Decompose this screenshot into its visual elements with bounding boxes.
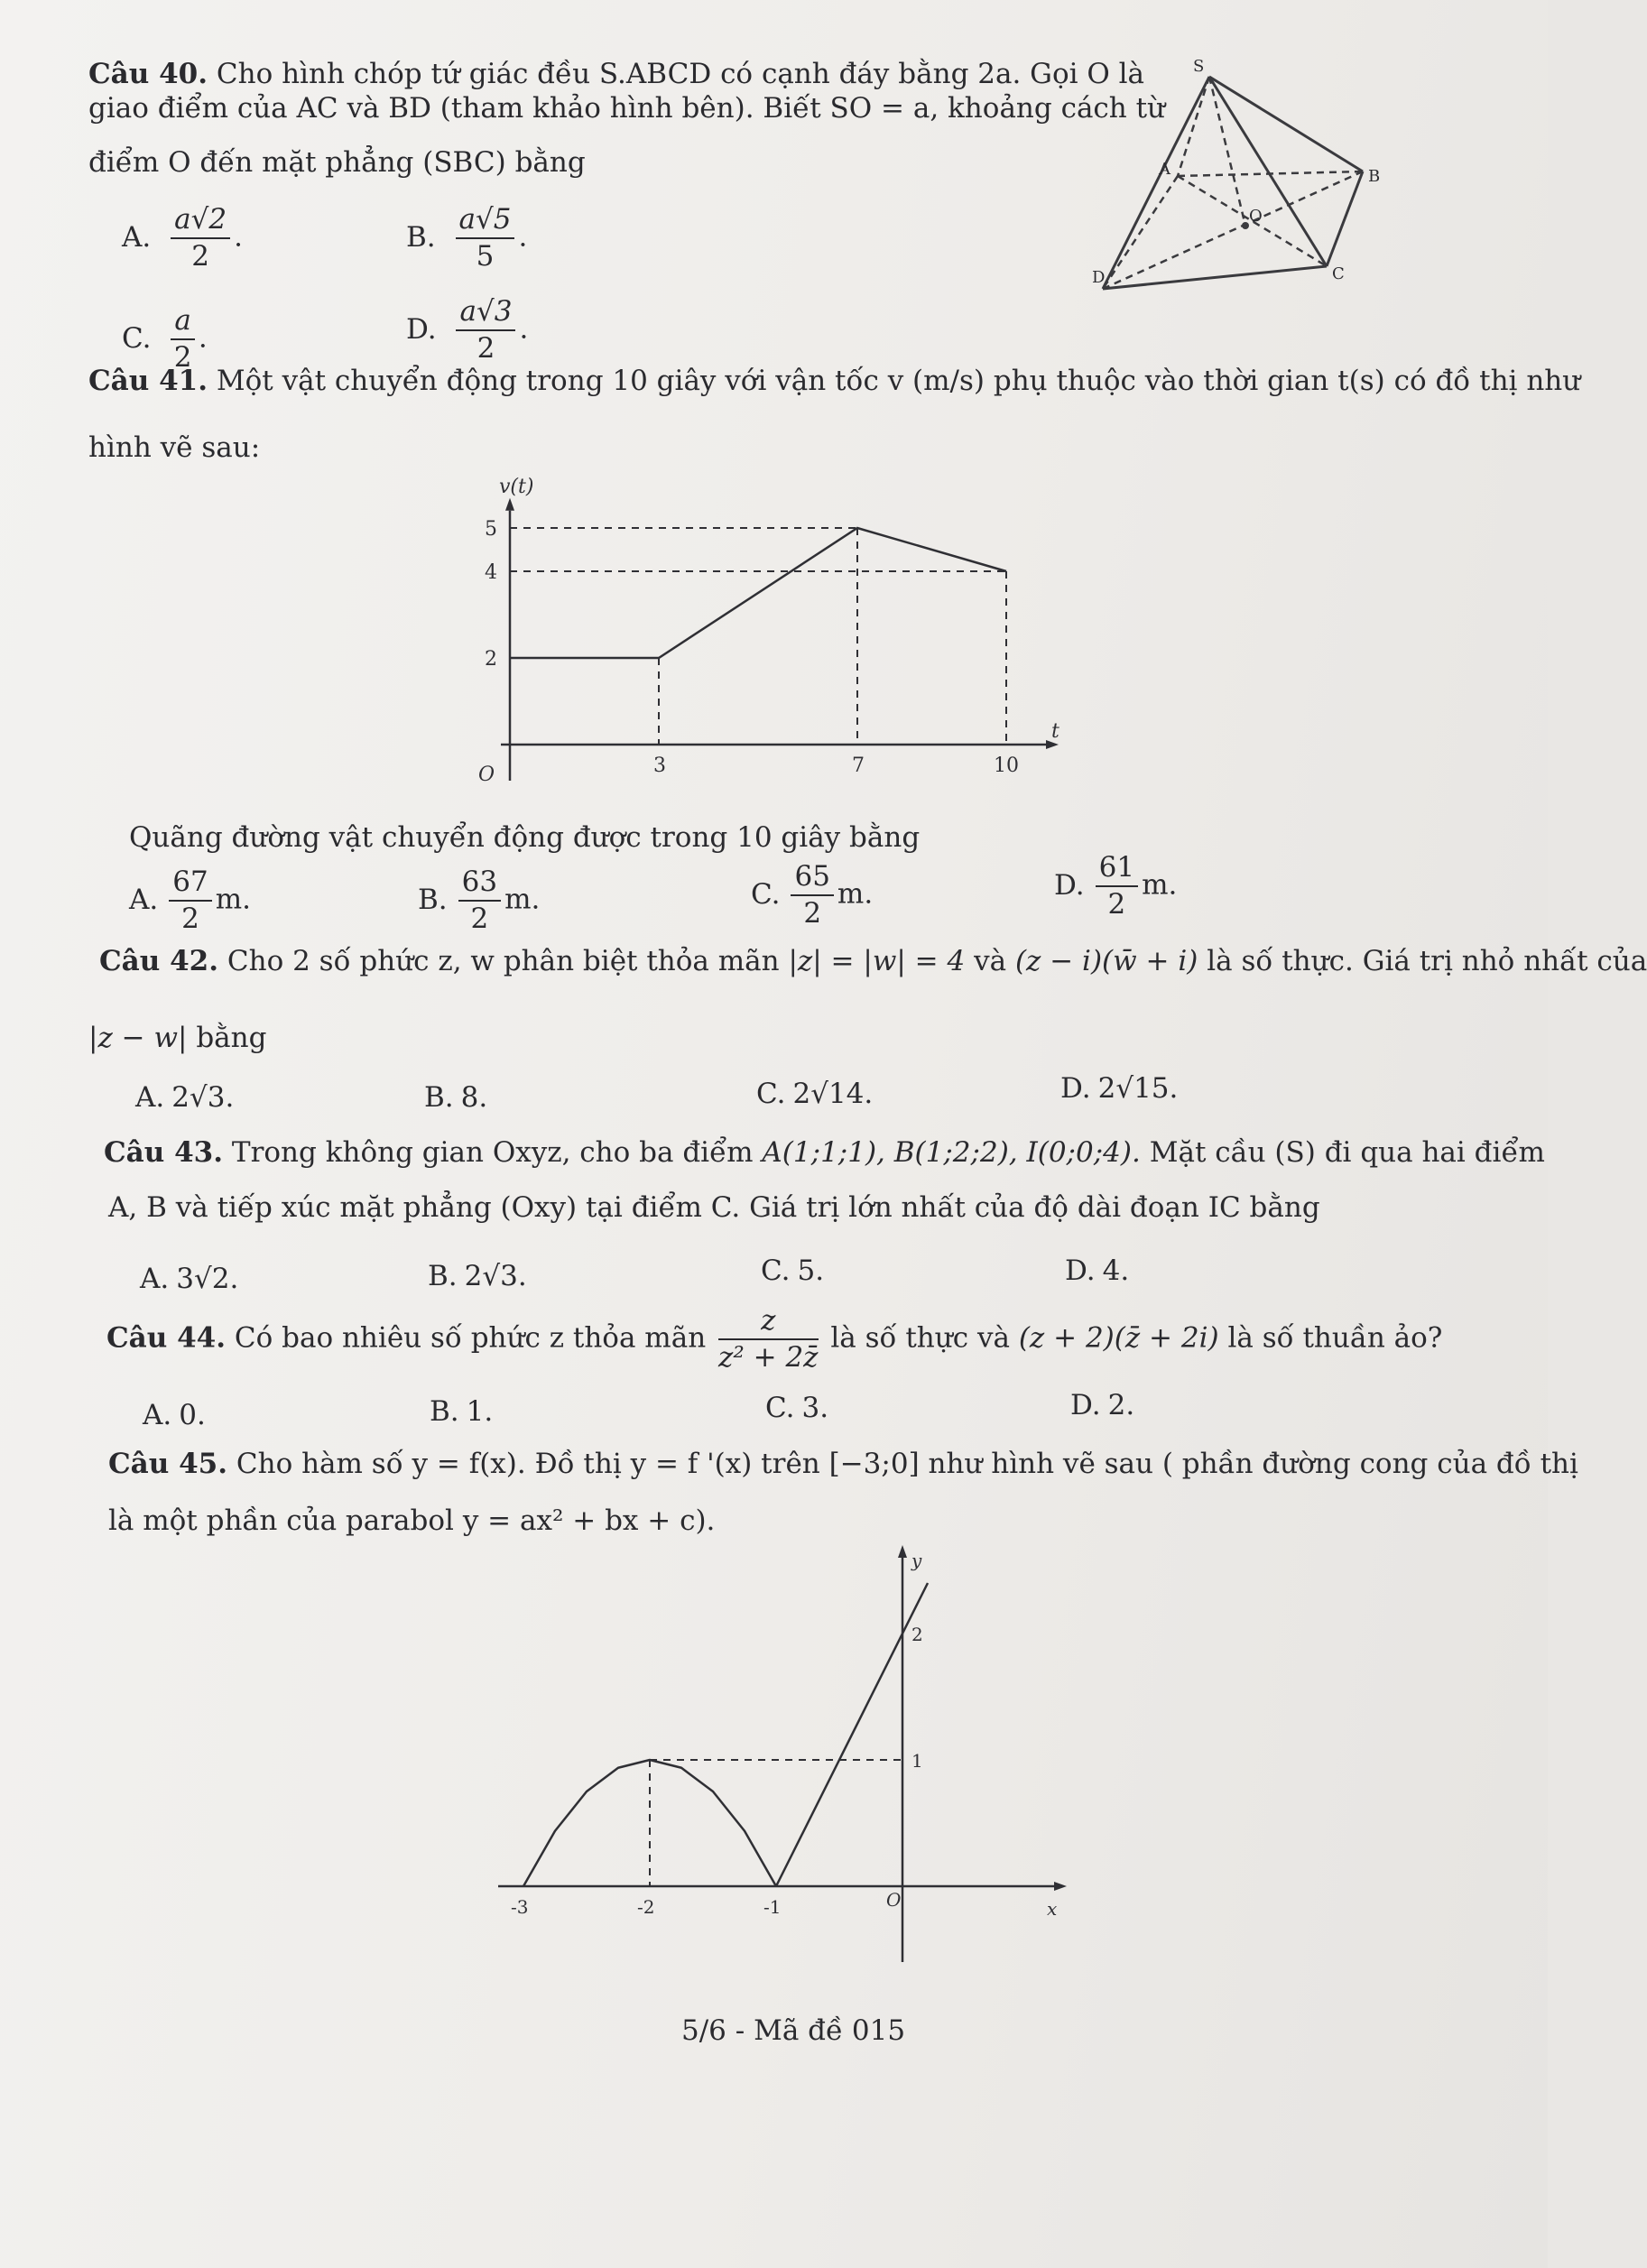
option-value: 2√14. — [792, 1078, 874, 1110]
q42-expr: |z − w| — [88, 1022, 188, 1054]
q42-line1 — [99, 943, 1647, 979]
option-value: 1. — [466, 1395, 494, 1428]
x-axis-label: t — [1051, 720, 1059, 743]
option-tail: . — [518, 220, 528, 254]
q44-text-a: Có bao nhiêu số phức z thỏa mãn — [234, 1321, 707, 1355]
q40-label: Câu 40. — [88, 58, 208, 90]
option-letter: C. — [122, 321, 152, 355]
denominator: 2 — [803, 897, 822, 930]
label-b: B — [1368, 167, 1381, 186]
q44-label: Câu 44. — [106, 1321, 227, 1355]
linear-segment — [776, 1583, 928, 1886]
option-letter: D. — [406, 312, 437, 346]
q44-expr: (z + 2)(z̄ + 2i) — [1018, 1321, 1219, 1355]
fraction — [456, 295, 515, 365]
numerator: z — [718, 1307, 819, 1340]
q42-text-a: Cho 2 số phức z, w phân biệt thỏa mãn — [227, 945, 780, 977]
edge-cb — [1327, 171, 1363, 266]
q42-condition-2: (z − i)(w̄ + i) — [1014, 945, 1198, 977]
x-tick-label: -3 — [511, 1896, 529, 1918]
q42-text-d: bằng — [196, 1022, 267, 1054]
option-value: 8. — [460, 1081, 488, 1114]
edge-sb — [1209, 77, 1363, 171]
option-letter: B. — [428, 1260, 458, 1292]
option-letter: D. — [1065, 1254, 1096, 1287]
option-tail: m. — [1142, 868, 1178, 902]
option-value: 3√2. — [176, 1263, 239, 1295]
q43-points: A(1;1;1), B(1;2;2), I(0;0;4). — [762, 1136, 1141, 1169]
q41-question: Quãng đường vật chuyển động được trong 10 giây bằng — [129, 821, 921, 854]
q41-label: Câu 41. — [88, 365, 208, 397]
x-tick-label: 10 — [994, 754, 1019, 777]
q41-text-1: Một vật chuyển động trong 10 giây với vận tốc v (m/s) phụ thuộc vào thời gian t(s) có đồ thị như — [216, 365, 1581, 397]
numerator: 67 — [169, 868, 211, 902]
q42-option-c[interactable] — [756, 1076, 873, 1112]
option-tail: m. — [215, 883, 251, 916]
q44-fraction — [718, 1304, 819, 1374]
q41-text-2: hình vẽ sau: — [88, 431, 261, 464]
x-tick-label: 3 — [653, 754, 666, 777]
numerator: 61 — [1096, 854, 1138, 887]
option-letter: D. — [1070, 1389, 1101, 1421]
q45-line1 — [108, 1446, 1578, 1482]
option-letter: A. — [135, 1081, 165, 1114]
edge-dc — [1103, 266, 1327, 289]
q44-option-b[interactable] — [430, 1393, 493, 1430]
numerator: a√5 — [456, 206, 515, 239]
denominator: 2 — [191, 240, 209, 273]
option-letter: D. — [1060, 1072, 1091, 1105]
q43-text-a: Trong không gian Oxyz, cho ba điểm — [231, 1136, 754, 1169]
q41-option-c[interactable] — [751, 860, 874, 930]
option-value: 5. — [797, 1254, 825, 1287]
q40-text-1: Cho hình chóp tứ giác đều S.ABCD có cạnh đáy bằng 2a. Gọi O là — [216, 58, 1145, 90]
q44-option-d[interactable] — [1070, 1387, 1134, 1423]
denominator: z² + 2z̄ — [718, 1341, 819, 1374]
q43-option-c[interactable] — [761, 1253, 824, 1289]
q42-label: Câu 42. — [99, 945, 219, 977]
y-tick-label: 2 — [911, 1624, 923, 1645]
y-axis-arrow — [898, 1545, 907, 1558]
label-d: D — [1092, 268, 1106, 287]
q43-option-a[interactable] — [140, 1261, 238, 1297]
q45-text-a: Cho hàm số y = f(x). Đồ thị y = f '(x) trên [−3;0] như hình vẽ sau ( phần đường cong của đồ thị — [236, 1448, 1578, 1480]
denominator: 2 — [181, 903, 199, 935]
denominator: 2 — [477, 332, 495, 365]
option-letter: C. — [756, 1078, 786, 1110]
y-axis-label: y — [911, 1550, 922, 1571]
fraction — [171, 203, 230, 273]
numerator: 65 — [791, 863, 833, 896]
y-axis-arrow — [505, 498, 514, 511]
y-axis-label: v(t) — [499, 475, 534, 498]
option-letter: D. — [1054, 868, 1085, 902]
option-tail: . — [198, 321, 208, 355]
page-footer: 5/6 - Mã đề 015 — [681, 2014, 906, 2047]
denominator: 2 — [470, 903, 489, 935]
numerator: 63 — [458, 868, 501, 902]
origin-label: O — [478, 764, 495, 786]
q43-line1 — [104, 1134, 1545, 1171]
y-tick-label: 4 — [485, 561, 497, 584]
height-so — [1209, 77, 1245, 226]
y-tick-label: 5 — [485, 518, 497, 541]
q42-option-a[interactable] — [135, 1079, 234, 1115]
velocity-line — [510, 528, 1006, 658]
option-letter: C. — [751, 877, 781, 911]
numerator: a√3 — [456, 298, 515, 331]
q43-text-b: Mặt cầu (S) đi qua hai điểm — [1149, 1136, 1545, 1169]
option-value: 4. — [1102, 1254, 1130, 1287]
q40-option-d[interactable] — [406, 295, 529, 365]
y-tick-label: 1 — [911, 1750, 923, 1772]
velocity-chart — [424, 460, 1074, 803]
q43-option-d[interactable] — [1065, 1253, 1129, 1289]
option-letter: A. — [129, 883, 159, 916]
option-value: 2√3. — [464, 1260, 527, 1292]
option-value: 0. — [179, 1399, 206, 1431]
q41-option-b[interactable] — [418, 868, 540, 933]
edge-sd — [1103, 77, 1209, 289]
q43-text-2: A, B và tiếp xúc mặt phẳng (Oxy) tại điểm C. Giá trị lớn nhất của độ dài đoạn IC bằng — [108, 1191, 1320, 1224]
option-tail: . — [519, 312, 529, 346]
q41-option-d[interactable] — [1054, 851, 1178, 921]
x-tick-label: 7 — [852, 754, 865, 777]
edge-sc — [1209, 77, 1327, 266]
label-c: C — [1332, 264, 1345, 283]
origin-label: O — [886, 1889, 902, 1911]
q44-text-c: là số thuần ảo? — [1227, 1321, 1443, 1355]
option-letter: B. — [418, 883, 448, 916]
y-tick-label: 2 — [485, 648, 497, 671]
option-letter: A. — [122, 220, 152, 254]
fraction — [456, 203, 515, 273]
denominator: 2 — [173, 341, 192, 374]
option-tail: . — [234, 220, 243, 254]
q40-option-b[interactable] — [406, 203, 528, 273]
x-axis-arrow — [1054, 1882, 1067, 1891]
fraction — [458, 868, 501, 933]
q45-text-2: là một phần của parabol y = ax² + bx + c). — [108, 1504, 716, 1537]
q42-option-d[interactable] — [1060, 1070, 1178, 1106]
q40-text-2: giao điểm của AC và BD (tham khảo hình bên). Biết SO = a, khoảng cách từ — [88, 92, 1166, 125]
label-o: O — [1249, 207, 1263, 226]
q41-line1 — [88, 363, 1580, 399]
x-tick-label: -2 — [637, 1896, 655, 1918]
pyramid-figure — [1092, 50, 1390, 302]
q40-text-3: điểm O đến mặt phẳng (SBC) bằng — [88, 146, 586, 179]
q44-text-b: là số thực và — [830, 1321, 1010, 1355]
q42-text-c: là số thực. Giá trị nhỏ nhất của — [1207, 945, 1647, 977]
option-value: 3. — [801, 1392, 829, 1424]
label-s: S — [1193, 57, 1205, 76]
q44-line1 — [106, 1304, 1443, 1374]
q42-option-b[interactable] — [424, 1079, 487, 1115]
numerator: a — [171, 307, 194, 340]
derivative-graph — [478, 1539, 1110, 1972]
x-tick-label: -1 — [763, 1896, 782, 1918]
q42-text-b: và — [974, 945, 1007, 977]
q43-label: Câu 43. — [104, 1136, 224, 1169]
point-o — [1242, 222, 1249, 229]
x-axis-label: x — [1047, 1898, 1058, 1920]
fraction — [169, 868, 211, 933]
option-letter: C. — [761, 1254, 791, 1287]
q44-option-a[interactable] — [143, 1397, 206, 1433]
edge-sa — [1178, 77, 1209, 176]
q44-option-c[interactable] — [765, 1390, 828, 1426]
q42-line2 — [88, 1020, 266, 1056]
denominator: 2 — [1107, 888, 1126, 921]
fraction — [791, 860, 833, 930]
q40-line1 — [88, 56, 1144, 92]
q40-option-a[interactable] — [122, 203, 243, 273]
option-value: 2. — [1107, 1389, 1135, 1421]
denominator: 5 — [476, 240, 495, 273]
option-letter: B. — [424, 1081, 454, 1114]
fraction — [1096, 851, 1138, 921]
option-letter: A. — [143, 1399, 172, 1431]
numerator: a√2 — [171, 206, 230, 239]
option-letter: A. — [140, 1263, 170, 1295]
label-a: A — [1159, 160, 1170, 179]
option-value: 2√3. — [171, 1081, 235, 1114]
option-letter: B. — [430, 1395, 459, 1428]
q45-label: Câu 45. — [108, 1448, 228, 1480]
q43-option-b[interactable] — [428, 1258, 527, 1294]
option-tail: m. — [837, 877, 874, 911]
option-letter: B. — [406, 220, 436, 254]
option-tail: m. — [504, 883, 541, 916]
option-value: 2√15. — [1097, 1072, 1179, 1105]
option-letter: C. — [765, 1392, 795, 1424]
q41-option-a[interactable] — [129, 868, 251, 933]
q42-condition-1: |z| = |w| = 4 — [788, 945, 966, 977]
